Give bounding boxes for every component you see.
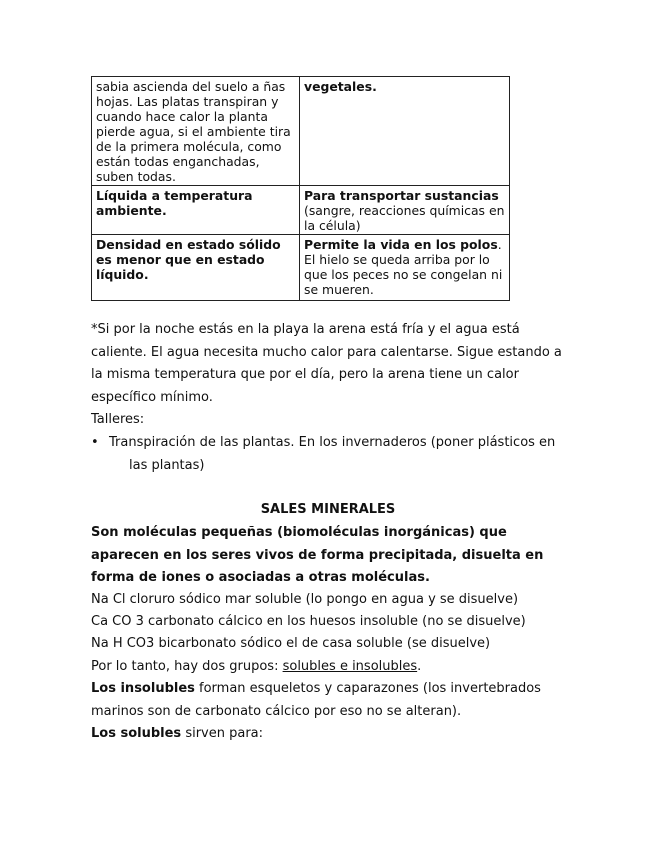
cell-text: sabia ascienda del suelo a ñas hojas. Las platas transpiran y cuando hace calor la planta pierde agua, si el ambiente tira de la primera molécula, como están todas enganchadas, suben todas. [96,79,291,184]
cell-bold-text: Para transportar sustancias [304,188,499,203]
cell-bold-text: Densidad en estado sólido es menor que en estado líquido. [96,237,281,282]
table-cell [300,77,510,186]
solubles-bold: Los solubles [91,726,182,741]
table-row [92,235,510,301]
table-cell [300,235,510,301]
groups-suffix: . [417,659,422,674]
groups-line [91,659,571,674]
bullet-line-2: las plantas) [129,457,205,473]
insolubles-paragraph [91,678,571,723]
insolubles-bold: Los insolubles [91,681,195,696]
intro-bold-paragraph: Son moléculas pequeñas (biomoléculas inorgánicas) que aparecen en los seres vivos de forma precipitada, disuelta en forma de iones o asociadas a otras moléculas. [91,525,544,585]
cell-text: . El hielo se queda arriba por lo que los peces no se congelan ni se mueren. [304,237,503,297]
solubles-line [91,726,571,741]
cell-bold-text: Líquida a temperatura ambiente. [96,188,253,218]
insolubles-text: forman esqueletos y caparazones (los invertebrados marinos son de carbonato cálcico por eso no se alteran). [91,681,541,719]
table-row [92,77,510,186]
bullet-text [109,432,571,477]
beach-paragraph: *Si por la noche estás en la playa la arena está fría y el agua está caliente. El agua necesita mucho calor para calentarse. Sigue estando a la misma temperatura que por el día, pero la arena tiene un calor específico mínimo. [91,322,562,405]
table-cell [92,186,300,235]
groups-prefix: Por lo tanto, hay dos grupos: [91,659,283,674]
table-cell [92,77,300,186]
cell-text: (sangre, reacciones químicas en la célula) [304,203,505,233]
table-cell [300,186,510,235]
groups-underlined: solubles e insolubles [282,659,418,674]
table-row [92,186,510,235]
bullet-line-1: Transpiración de las plantas. En los invernaderos (poner plásticos en [109,435,556,450]
solubles-text: sirven para: [181,726,264,741]
water-properties-table [91,76,510,301]
talleres-label: Talleres: [91,412,145,427]
table-cell [92,235,300,301]
mineral-line: Na Cl cloruro sódico mar soluble (lo pongo en agua y se disuelve) [91,592,519,607]
section-title: SALES MINERALES [260,502,396,517]
mineral-line: Ca CO 3 carbonato cálcico en los huesos insoluble (no se disuelve) [91,614,526,629]
bullet-symbol: • [91,435,99,450]
cell-bold-text: vegetales. [304,79,377,94]
cell-bold-text: Permite la vida en los polos [304,237,498,252]
mineral-line: Na H CO3 bicarbonato sódico el de casa soluble (se disuelve) [91,636,491,651]
